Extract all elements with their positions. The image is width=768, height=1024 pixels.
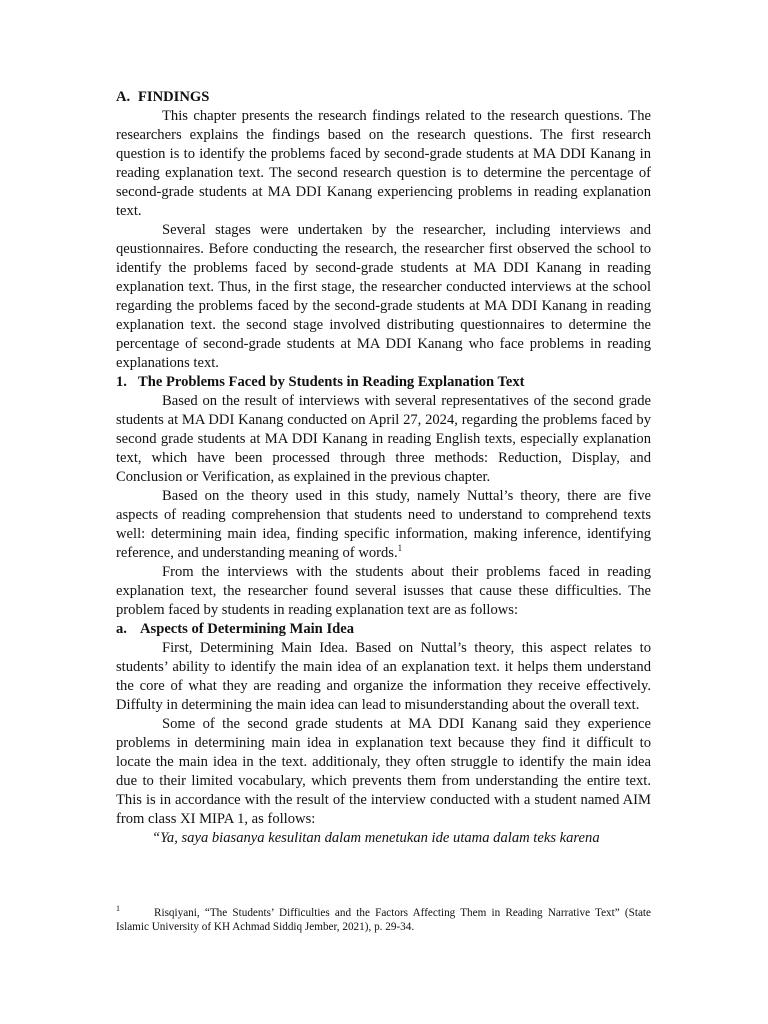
paragraph-students-problems: Some of the second grade students at MA DDI Kanang said they experience problems in determining main idea in explanation text because they find it difficult to locate the main idea in the text. additionaly, they often struggle to identify the main idea due to their limited vocabulary, which prevents them from understanding the entire text. This is in accordance with the result of the interview conducted with a student named AIM from class XI MIPA 1, as follows:	[116, 716, 651, 827]
paragraph-interview-result: Based on the result of interviews with several representatives of the second grade students at MA DDI Kanang conducted on April 27, 2024, regarding the problems faced by second grade students at MA DDI Kanang in reading English texts, especially explanation text, which have been processed through three methods: Reduction, Display, and Conclusion or Verification, as explained in the previous chapter.	[116, 393, 651, 485]
section-label: A.	[116, 89, 131, 105]
paragraph-intro: This chapter presents the research findings related to the research questions. The researchers explains the findings based on the research questions. The first research question is to identify the problems faced by second-grade students at MA DDI Kanang in reading explanation text. The second research question is to determine the percentage of second-grade students at MA DDI Kanang experiencing problems in reading explanation text.	[116, 108, 651, 219]
section-title: FINDINGS	[138, 89, 210, 105]
footnote-text: Risqiyani, “The Students’ Difficulties and the Factors Affecting Them in Reading Narrative Text” (State Islamic University of KH Achmad Siddiq Jember, 2021), p. 29-34.	[116, 907, 651, 933]
subheading-problems	[116, 373, 651, 392]
paragraph-main-idea: First, Determining Main Idea. Based on Nuttal’s theory, this aspect relates to students’ ability to identify the main idea of an explanation text. it helps them understand the core of what they are reading and organize the information they receive effectively. Diffulty in determining the main idea can lead to misunderstanding about the overall text.	[116, 640, 651, 713]
subheading-number: 1.	[116, 374, 127, 390]
document-page	[116, 88, 651, 848]
subheading-alpha-text: Aspects of Determining Main Idea	[140, 621, 355, 637]
paragraph-stages: Several stages were undertaken by the researcher, including interviews and qeustionnaires. Before conducting the research, the researcher first observed the school to identify the problems faced by second-grade students at MA DDI Kanang in reading explanation text. Thus, in the first stage, the researcher conducted interviews at the school regarding the problems faced by the second-grade students at MA DDI Kanang in reading explanation text. the second stage involved distributing questionnaires to determine the percentage of second-grade students at MA DDI Kanang who face problems in reading explanations text.	[116, 222, 651, 371]
subheading-text: The Problems Faced by Students in Reading Explanation Text	[138, 374, 525, 390]
subheading-alpha-label: a.	[116, 621, 127, 637]
paragraph-theory	[116, 487, 651, 563]
paragraph-theory-text: Based on the theory used in this study, namely Nuttal’s theory, there are five aspects of reading comprehension that students need to understand to comprehend texts well: determining main idea, finding specific information, making inference, identifying reference, and understanding meaning of words.	[116, 488, 651, 561]
section-heading	[116, 88, 651, 107]
footnote: 1 Risqiyani, “The Students’ Difficulties and the Factors Affecting Them in Reading Narrative Text” (State Islamic University of KH Achmad Siddiq Jember, 2021), p. 29-34.	[116, 904, 651, 933]
paragraph-issues: From the interviews with the students about their problems faced in reading explanation text, the researcher found several isusses that cause these difficulties. The problem faced by students in reading explanation text are as follows:	[116, 564, 651, 618]
footnote-reference[interactable]: 1	[397, 543, 403, 554]
interview-quote: “Ya, saya biasanya kesulitan dalam menetukan ide utama dalam teks karena	[152, 830, 600, 846]
subheading-main-idea	[116, 620, 651, 639]
